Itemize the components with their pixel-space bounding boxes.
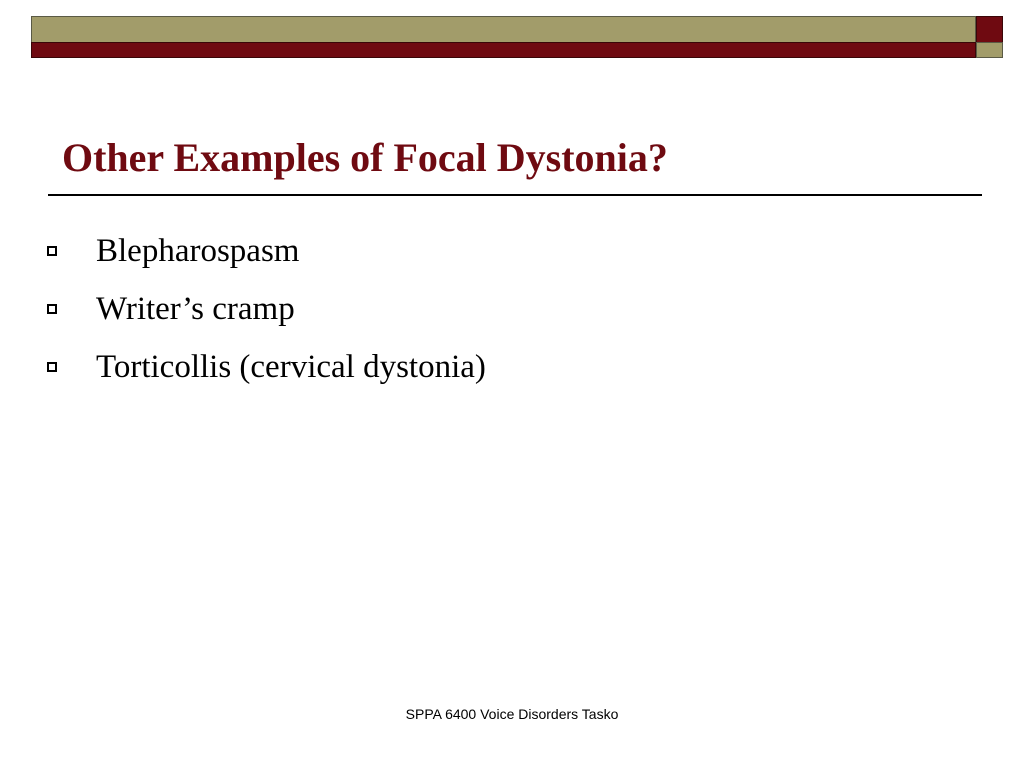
bullet-list (46, 222, 486, 396)
footer-text: SPPA 6400 Voice Disorders Tasko (405, 706, 619, 722)
bullet-text: Torticollis (cervical dystonia) (96, 349, 486, 385)
title-divider (48, 194, 982, 196)
bullet-text: Writer’s cramp (96, 291, 295, 327)
bullet-item (46, 280, 486, 338)
bullet-item (46, 338, 486, 396)
slide-footer (0, 704, 1024, 724)
header-corner-maroon (976, 16, 1003, 43)
hollow-square-icon (47, 304, 57, 314)
header-corner-olive (976, 42, 1003, 58)
hollow-square-icon (47, 362, 57, 372)
bullet-item (46, 222, 486, 280)
hollow-square-icon (47, 246, 57, 256)
bullet-text: Blepharospasm (96, 233, 300, 269)
header-band-olive (31, 16, 976, 43)
header-band-maroon (31, 42, 976, 58)
slide-title: Other Examples of Focal Dystonia? (62, 135, 668, 180)
